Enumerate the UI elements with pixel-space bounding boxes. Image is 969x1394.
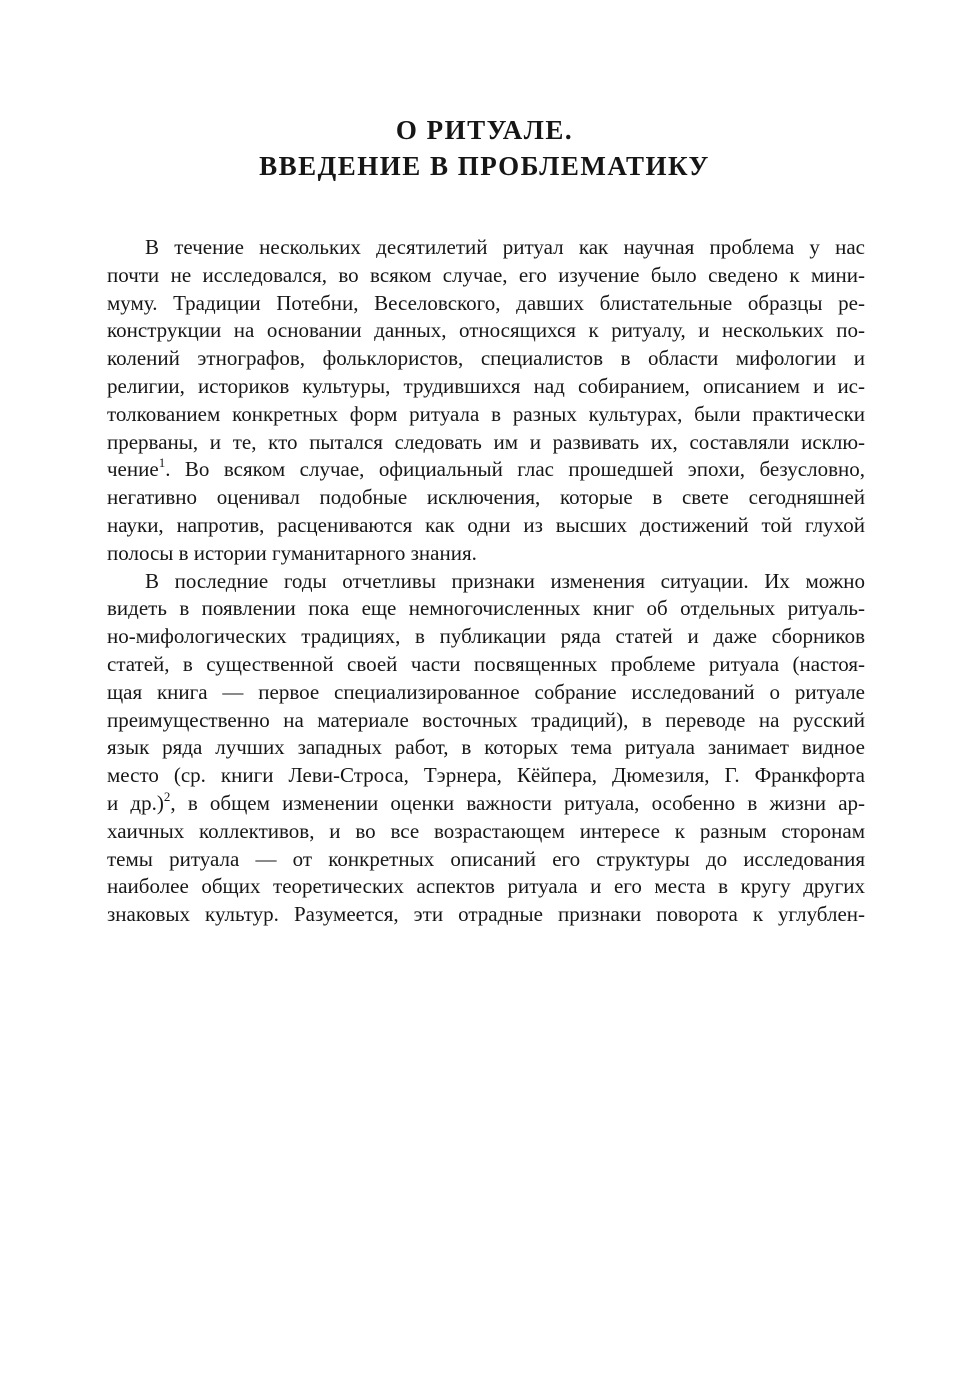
text-line: науки, напротив, расцениваются как одни из высших достижений той глухой xyxy=(107,512,865,537)
text-line-with-footnote xyxy=(107,456,865,484)
text-segment: и др.) xyxy=(107,790,164,815)
text-line: В течение нескольких десятилетий ритуал как научная проблема у нас xyxy=(145,235,865,259)
text-line: щая книга — первое специализированное собрание исследований о ритуале xyxy=(107,679,865,704)
text-line: видеть в появлении пока еще немногочисленных книг об отдельных ритуаль- xyxy=(107,596,865,621)
text-line: муму. Традиции Потебни, Веселовского, давших блистательные образцы ре- xyxy=(107,290,865,315)
text-segment: , в общем изменении оценки важности ритуала, особенно в жизни ар- xyxy=(170,790,866,815)
paragraph-2 xyxy=(107,568,865,929)
text-line-with-footnote xyxy=(107,790,865,818)
text-line: хаичных коллективов, и во все возрастающем интересе к разным сторонам xyxy=(107,818,865,843)
text-line: В последние годы отчетливы признаки изменения ситуации. Их можно xyxy=(145,568,865,593)
text-line: статей, в существенной своей части посвященных проблеме ритуала (настоя- xyxy=(107,651,865,676)
text-segment: . Во всяком случае, официальный глас прошедшей эпохи, безусловно, xyxy=(165,457,865,482)
footnote-marker-2: 2 xyxy=(163,788,171,804)
text-line: знаковых культур. Разумеется, эти отрадные признаки поворота к углублен- xyxy=(107,902,865,927)
text-line: место (ср. книги Леви-Строса, Тэрнера, Кёйпера, Дюмезиля, Г. Франкфорта xyxy=(107,763,865,788)
text-line: но-мифологических традициях, в публикации ряда статей и даже сборников xyxy=(107,624,865,649)
text-line: конструкции на основании данных, относящихся к ритуалу, и нескольких по- xyxy=(107,318,865,343)
footnote-marker-1: 1 xyxy=(158,455,166,471)
text-line: полосы в истории гуманитарного знания. xyxy=(107,540,477,565)
text-line: толкованием конкретных форм ритуала в разных культурах, были практически xyxy=(107,401,865,426)
text-line: негативно оценивал подобные исключения, которые в свете сегодняшней xyxy=(107,485,865,510)
text-line: язык ряда лучших западных работ, в которых тема ритуала занимает видное xyxy=(107,735,865,760)
text-line: наиболее общих теоретических аспектов ритуала и его места в кругу других xyxy=(107,874,865,899)
text-line: преимущественно на материале восточных традиций), в переводе на русский xyxy=(107,707,865,732)
text-line: темы ритуала — от конкретных описаний его структуры до исследования xyxy=(107,846,865,871)
chapter-title-line-2: ВВЕДЕНИЕ В ПРОБЛЕМАТИКУ xyxy=(259,151,710,181)
chapter-title xyxy=(0,112,969,184)
text-line: прерваны, и те, кто пытался следовать им и развивать их, составляли исклю- xyxy=(107,429,865,454)
text-line: колений этнографов, фольклористов, специалистов в области мифологии и xyxy=(107,346,865,371)
text-segment: чение xyxy=(107,457,159,482)
chapter-title-line-1: О РИТУАЛЕ. xyxy=(395,115,574,145)
text-line: религии, историков культуры, трудившихся над собиранием, описанием и ис- xyxy=(107,373,865,398)
paragraph-1 xyxy=(107,234,865,568)
body-text xyxy=(107,234,865,929)
text-line: почти не исследовался, во всяком случае, его изучение было сведено к мини- xyxy=(107,262,865,287)
